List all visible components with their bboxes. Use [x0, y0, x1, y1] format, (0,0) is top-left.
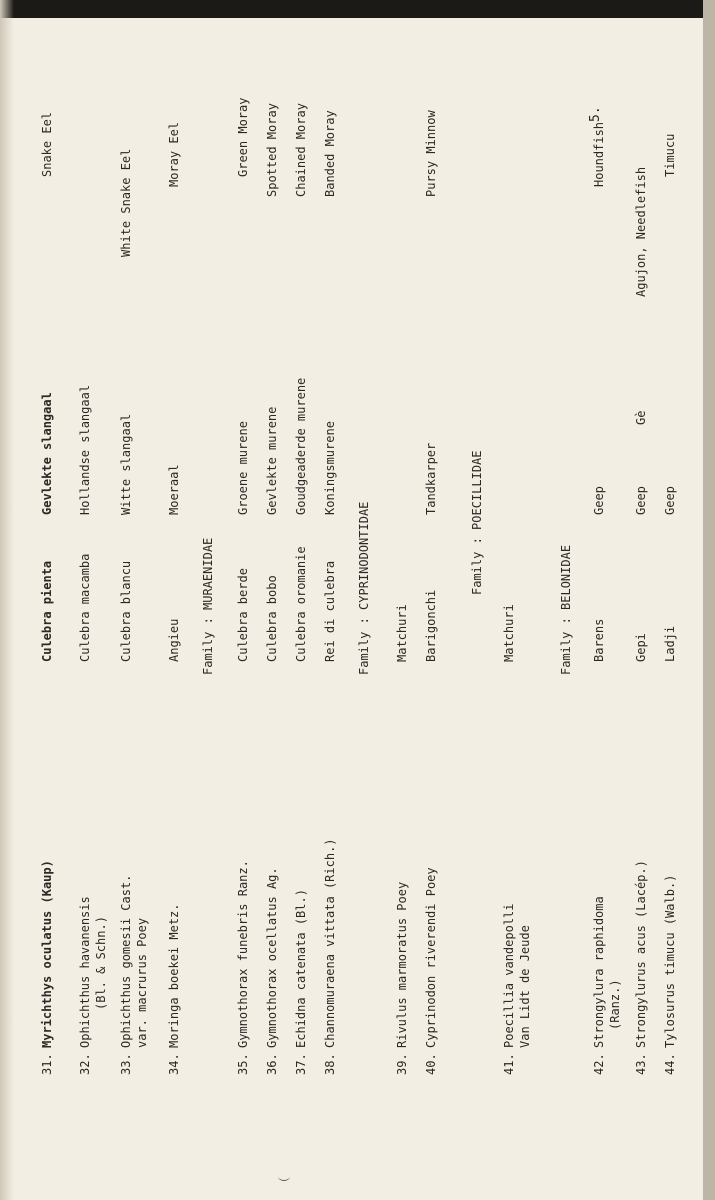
- row-37-dutch-name: Goudgeaderde murene: [294, 377, 308, 515]
- row-32-number: 32.: [78, 1053, 92, 1075]
- row-39-local-name: Matchuri: [395, 604, 409, 662]
- row-40-scientific-name: Cyprinodon riverendi Poey: [424, 867, 438, 1048]
- row-44-english-name: Timucu: [663, 133, 677, 177]
- row-42-dutch-name: Geep: [592, 486, 606, 515]
- row-36-dutch-name: Gevlekte murene: [265, 406, 279, 515]
- row-41-local-name: Matchuri: [502, 604, 516, 662]
- row-38-dutch-name: Koningsmurene: [323, 421, 337, 515]
- row-36-local-name: Culebra bobo: [265, 575, 279, 662]
- row-42-number: 42.: [592, 1053, 606, 1075]
- row-37-english-name: Chained Moray: [294, 103, 308, 197]
- row-38-number: 38.: [323, 1053, 337, 1075]
- row-37-scientific-name: Echidna catenata (Bl.): [294, 889, 308, 1048]
- row-33-local-name: Culebra blancu: [119, 560, 133, 662]
- row-41-number: 41.: [502, 1053, 516, 1075]
- row-33-scientific-name: Ophichthus gomesii Cast.: [119, 874, 133, 1048]
- row-43-extra-note: Gè: [634, 410, 648, 425]
- row-31-local-name: Culebra pienta: [40, 560, 54, 662]
- row-44-dutch-name: Geep: [663, 486, 677, 515]
- row-36-english-name: Spotted Moray: [265, 103, 279, 197]
- row-44-number: 44.: [663, 1053, 677, 1075]
- row-40-number: 40.: [424, 1053, 438, 1075]
- family-heading-poecillidae: Family : POECILLIDAE: [470, 450, 484, 595]
- row-33-dutch-name: Witte slangaal: [119, 413, 133, 515]
- row-39-scientific-name: Rivulus marmoratus Poey: [395, 881, 409, 1048]
- row-42-english-name: Houndfish: [592, 121, 606, 187]
- row-34-english-name: Moray Eel: [167, 121, 181, 187]
- row-32-local-name: Culebra macamba: [78, 553, 92, 662]
- row-34-dutch-name: Moeraal: [167, 464, 181, 515]
- row-35-english-name: Green Moray: [236, 97, 250, 177]
- row-32-dutch-name: Hollandse slangaal: [78, 384, 92, 515]
- row-43-english-name: Agujon, Needlefish: [634, 166, 648, 297]
- row-35-dutch-name: Groene murene: [236, 421, 250, 515]
- row-42-scientific-name: Strongylura raphidoma: [592, 896, 606, 1048]
- row-34-number: 34.: [167, 1053, 181, 1075]
- row-38-scientific-name: Channomuraena vittata (Rich.): [323, 838, 337, 1048]
- row-39-number: 39.: [395, 1053, 409, 1075]
- row-38-english-name: Banded Moray: [323, 110, 337, 197]
- row-41-scientific-name: Poecillia vandepolli: [502, 903, 516, 1048]
- row-36-scientific-name: Gymnothorax ocellatus Ag.: [265, 867, 279, 1048]
- row-35-number: 35.: [236, 1053, 250, 1075]
- row-34-scientific-name: Moringa boekei Metz.: [167, 903, 181, 1048]
- row-33-number: 33.: [119, 1053, 133, 1075]
- row-42-scientific-name-line2: (Ranz.): [608, 979, 622, 1030]
- row-38-local-name: Rei di culebra: [323, 560, 337, 662]
- row-32-scientific-name-line2: (Bl. & Schn.): [94, 916, 108, 1010]
- row-36-number: 36.: [265, 1053, 279, 1075]
- row-40-english-name: Pursy Minnow: [424, 110, 438, 197]
- row-43-scientific-name: Strongylurus acus (Lacép.): [634, 860, 648, 1048]
- row-31-english-name: Snake Eel: [40, 111, 54, 177]
- row-35-scientific-name: Gymnothorax funebris Ranz.: [236, 860, 250, 1048]
- row-31-scientific-name: Myrichthys oculatus (Kaup): [40, 860, 54, 1048]
- row-33-scientific-name-line2: var. macrurus Poey: [135, 917, 149, 1048]
- row-34-local-name: Angieu: [167, 618, 181, 662]
- row-31-dutch-name: Gevlekte slangaal: [40, 392, 54, 515]
- row-42-local-name: Barens: [592, 618, 606, 662]
- row-43-dutch-name: Geep: [634, 486, 648, 515]
- row-35-local-name: Culebra berde: [236, 568, 250, 662]
- row-32-scientific-name: Ophichthus havanensis: [78, 896, 92, 1048]
- family-heading-belonidae: Family : BELONIDAE: [559, 544, 573, 675]
- row-31-number: 31.: [40, 1053, 54, 1075]
- row-40-local-name: Barigonchi: [424, 589, 438, 662]
- family-heading-muraenidae: Family : MURAENIDAE: [201, 537, 215, 675]
- row-40-dutch-name: Tandkarper: [424, 442, 438, 515]
- family-heading-cyprinodontidae: Family : CYPRINODONTIDAE: [357, 501, 371, 675]
- row-33-english-name: White Snake Eel: [119, 148, 133, 257]
- row-44-local-name: Ladji: [663, 625, 677, 662]
- page-number: 5.: [588, 106, 603, 122]
- row-41-scientific-name-line2: Van Lidt de Jeude: [518, 925, 532, 1048]
- row-37-number: 37.: [294, 1053, 308, 1075]
- row-43-local-name: Gepi: [634, 633, 648, 662]
- row-43-number: 43.: [634, 1053, 648, 1075]
- row-37-local-name: Culebra oromanie: [294, 546, 308, 662]
- row-44-scientific-name: Tylosurus timucu (Walb.): [663, 874, 677, 1048]
